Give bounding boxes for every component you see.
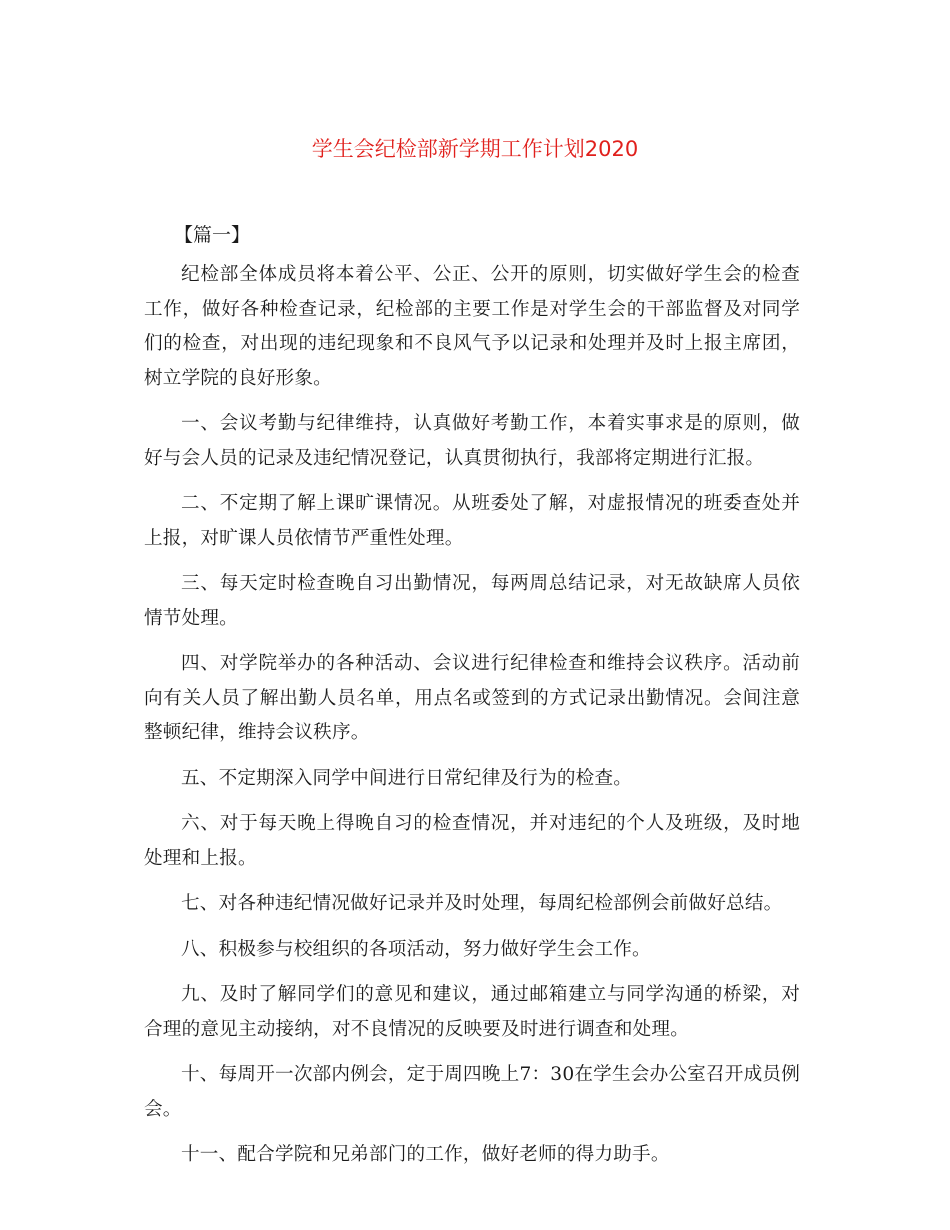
paragraph-item-6: 六、对于每天晚上得晚自习的检查情况，并对违纪的个人及班级，及时地处理和上报。 [144, 813, 800, 869]
document-body [144, 258, 800, 1184]
paragraph-item-11: 十一、配合学院和兄弟部门的工作，做好老师的得力助手。 [181, 1144, 670, 1165]
paragraph-item-10: 十、每周开一次部内例会，定于周四晚上7：30在学生会办公室召开成员例会。 [144, 1064, 800, 1120]
document-title: 学生会纪检部新学期工作计划2020 [311, 137, 639, 161]
paragraph-item-7: 七、对各种违纪情况做好记录并及时处理，每周纪检部例会前做好总结。 [181, 893, 783, 914]
paragraph-item-9: 九、及时了解同学们的意见和建议，通过邮箱建立与同学沟通的桥梁，对合理的意见主动接纳，对不良情况的反映要及时进行调查和处理。 [144, 984, 800, 1040]
paragraph-item-3: 三、每天定时检查晚自习出勤情况，每两周总结记录，对无故缺席人员依情节处理。 [144, 573, 800, 629]
paragraph-item-4: 四、对学院举办的各种活动、会议进行纪律检查和维持会议秩序。活动前向有关人员了解出勤人员名单，用点名或签到的方式记录出勤情况。会间注意整顿纪律，维持会议秩序。 [144, 653, 800, 743]
paragraph-item-5: 五、不定期深入同学中间进行日常纪律及行为的检查。 [181, 767, 633, 789]
section-label: 【篇一】 [174, 224, 251, 246]
paragraph-item-1: 一、会议考勤与纪律维持，认真做好考勤工作，本着实事求是的原则，做好与会人员的记录及违纪情况登记，认真贯彻执行，我部将定期进行汇报。 [144, 413, 800, 469]
paragraph-item-2: 二、不定期了解上课旷课情况。从班委处了解，对虚报情况的班委查处并上报，对旷课人员依情节严重性处理。 [144, 493, 800, 549]
paragraph-item-8: 八、积极参与校组织的各项活动，努力做好学生会工作。 [181, 938, 651, 960]
paragraph-intro: 纪检部全体成员将本着公平、公正、公开的原则，切实做好学生会的检查工作，做好各种检查记录，纪检部的主要工作是对学生会的干部监督及对同学们的检查，对出现的违纪现象和不良风气予以记录和处理并及时上报主席团，树立学院的良好形象。 [144, 264, 800, 389]
